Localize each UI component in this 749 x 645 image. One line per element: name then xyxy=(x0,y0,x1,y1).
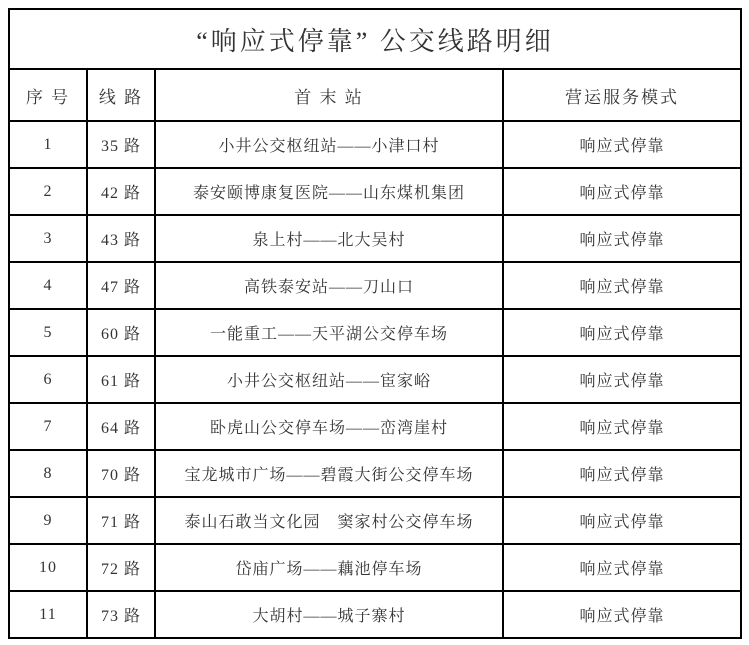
cell-terminal-stations: 大胡村——城子寨村 xyxy=(155,591,503,638)
cell-line: 61 路 xyxy=(87,356,155,403)
cell-service-mode: 响应式停靠 xyxy=(503,591,741,638)
cell-terminal-stations: 宝龙城市广场——碧霞大街公交停车场 xyxy=(155,450,503,497)
cell-serial-number: 8 xyxy=(9,450,87,497)
table-title-row xyxy=(9,9,741,69)
cell-service-mode: 响应式停靠 xyxy=(503,309,741,356)
cell-service-mode: 响应式停靠 xyxy=(503,121,741,168)
table-row xyxy=(9,591,741,638)
cell-service-mode: 响应式停靠 xyxy=(503,403,741,450)
cell-terminal-stations: 泰山石敢当文化园 窦家村公交停车场 xyxy=(155,497,503,544)
cell-service-mode: 响应式停靠 xyxy=(503,262,741,309)
cell-service-mode: 响应式停靠 xyxy=(503,450,741,497)
cell-serial-number: 10 xyxy=(9,544,87,591)
cell-service-mode: 响应式停靠 xyxy=(503,497,741,544)
cell-terminal-stations: 高铁泰安站——刀山口 xyxy=(155,262,503,309)
cell-serial-number: 5 xyxy=(9,309,87,356)
cell-line: 42 路 xyxy=(87,168,155,215)
table-body xyxy=(9,121,741,638)
cell-line: 71 路 xyxy=(87,497,155,544)
cell-line: 47 路 xyxy=(87,262,155,309)
table-row xyxy=(9,544,741,591)
header-service-mode: 营运服务模式 xyxy=(503,69,741,121)
cell-serial-number: 1 xyxy=(9,121,87,168)
table-row xyxy=(9,356,741,403)
header-serial-number: 序 号 xyxy=(9,69,87,121)
cell-terminal-stations: 小井公交枢纽站——小津口村 xyxy=(155,121,503,168)
cell-line: 43 路 xyxy=(87,215,155,262)
table-header-row xyxy=(9,69,741,121)
cell-line: 73 路 xyxy=(87,591,155,638)
table-row xyxy=(9,450,741,497)
table-title: “响应式停靠” 公交线路明细 xyxy=(9,9,741,69)
table-row xyxy=(9,403,741,450)
table-row xyxy=(9,309,741,356)
cell-terminal-stations: 卧虎山公交停车场——峦湾崖村 xyxy=(155,403,503,450)
bus-lines-table xyxy=(8,8,742,639)
cell-service-mode: 响应式停靠 xyxy=(503,168,741,215)
header-terminal-stations: 首 末 站 xyxy=(155,69,503,121)
cell-serial-number: 7 xyxy=(9,403,87,450)
cell-serial-number: 2 xyxy=(9,168,87,215)
cell-line: 72 路 xyxy=(87,544,155,591)
cell-service-mode: 响应式停靠 xyxy=(503,215,741,262)
header-line: 线 路 xyxy=(87,69,155,121)
table-row xyxy=(9,262,741,309)
cell-serial-number: 9 xyxy=(9,497,87,544)
table-row xyxy=(9,497,741,544)
cell-line: 64 路 xyxy=(87,403,155,450)
cell-serial-number: 4 xyxy=(9,262,87,309)
cell-line: 70 路 xyxy=(87,450,155,497)
cell-serial-number: 6 xyxy=(9,356,87,403)
cell-line: 60 路 xyxy=(87,309,155,356)
table-row xyxy=(9,215,741,262)
table-row xyxy=(9,168,741,215)
cell-service-mode: 响应式停靠 xyxy=(503,356,741,403)
cell-service-mode: 响应式停靠 xyxy=(503,544,741,591)
cell-terminal-stations: 岱庙广场——藕池停车场 xyxy=(155,544,503,591)
cell-terminal-stations: 一能重工——天平湖公交停车场 xyxy=(155,309,503,356)
cell-serial-number: 3 xyxy=(9,215,87,262)
table-row xyxy=(9,121,741,168)
cell-line: 35 路 xyxy=(87,121,155,168)
cell-terminal-stations: 泉上村——北大吴村 xyxy=(155,215,503,262)
cell-serial-number: 11 xyxy=(9,591,87,638)
cell-terminal-stations: 泰安颐博康复医院——山东煤机集团 xyxy=(155,168,503,215)
cell-terminal-stations: 小井公交枢纽站——宦家峪 xyxy=(155,356,503,403)
